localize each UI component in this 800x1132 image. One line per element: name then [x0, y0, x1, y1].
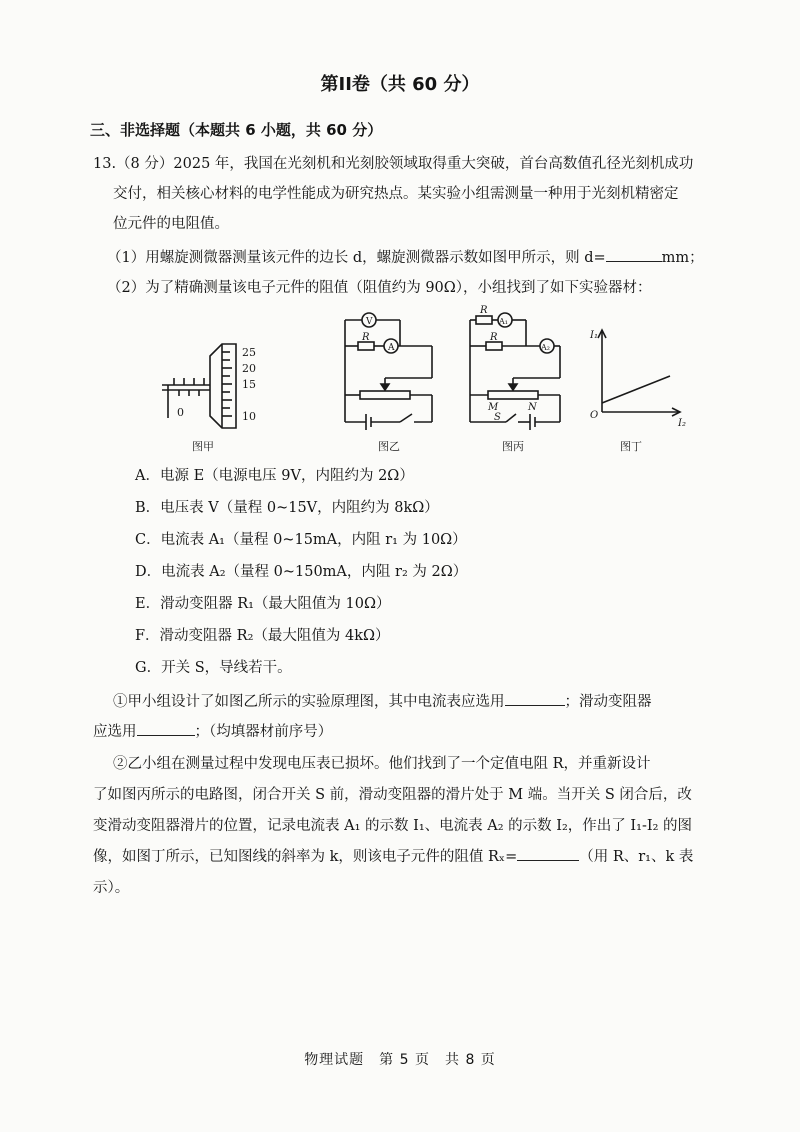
bing-m-label: M: [488, 402, 499, 413]
bing-switch-label: S: [494, 412, 501, 423]
option-f: F．滑动变阻器 R₂（最大阻值为 4kΩ）: [135, 628, 390, 644]
sub2-line-3: 变滑动变阻器滑片的位置，记录电流表 A₁ 的示数 I₁、电流表 A₂ 的示数 I₂，作出了 I₁-I₂ 的图: [93, 818, 692, 834]
micrometer-tick-20: 20: [242, 362, 256, 375]
ding-y-axis-label: I₁: [590, 330, 598, 341]
q13-intro-line-1: 13.（8 分）2025 年，我国在光刻机和光刻胶领域取得重大突破，首台高数值孔径光刻机成功: [93, 156, 694, 172]
sub2-line-2: 了如图丙所示的电路图，闭合开关 S 前，滑动变阻器的滑片处于 M 端。当开关 S 闭合后，改: [93, 787, 692, 803]
bing-ammeter-a1-label: A₁: [499, 317, 508, 326]
yi-resistor-label: R: [362, 332, 370, 343]
yi-voltmeter-label: V: [366, 317, 373, 327]
sub2-line-4: [93, 845, 693, 866]
q13-part1: [107, 246, 704, 267]
sub2-text-pre: 像，如图丁所示，已知图线的斜率为 k，则该电子元件的阻值 Rₓ=: [93, 849, 518, 865]
q13-part2: （2）为了精确测量该电子元件的阻值（阻值约为 90Ω），小组找到了如下实验器材：: [107, 280, 652, 296]
ding-origin-label: O: [590, 410, 599, 421]
circuit-yi-figure: [345, 313, 432, 430]
graph-ding-figure: [598, 330, 680, 416]
micrometer-figure: [162, 344, 236, 428]
section-heading: 三、非选择题（本题共 6 小题，共 60 分）: [90, 121, 383, 139]
bing-n-label: N: [528, 402, 537, 413]
sub1-text-b: ；滑动变阻器: [564, 694, 652, 710]
figure-caption-yi: 图乙: [378, 440, 400, 453]
q13-intro-line-2: 交付，相关核心材料的电学性能成为研究热点。某实验小组需测量一种用于光刻机精密定: [113, 186, 679, 202]
figures-row: [150, 300, 710, 460]
bing-resistor-label: R: [490, 332, 498, 343]
figure-caption-ding: 图丁: [620, 440, 642, 453]
ding-x-axis-label: I₂: [678, 418, 686, 429]
sub2-line-1: ②乙小组在测量过程中发现电压表已损坏。他们找到了一个定值电阻 R，并重新设计: [113, 756, 651, 772]
figure-caption-bing: 图丙: [502, 440, 524, 453]
yi-ammeter-label: A: [388, 343, 395, 353]
option-a: A．电源 E（电源电压 9V，内阻约为 2Ω）: [135, 468, 414, 484]
page-title: 第II卷（共 60 分）: [320, 74, 480, 95]
option-e: E．滑动变阻器 R₁（最大阻值为 10Ω）: [135, 596, 391, 612]
part1-text: （1）用螺旋测微器测量该元件的边长 d，螺旋测微器示数如图甲所示，则 d=: [107, 250, 606, 266]
circuit-bing-figure: [470, 313, 560, 430]
answer-blank-rx[interactable]: [517, 846, 579, 861]
micrometer-zero: 0: [177, 406, 184, 419]
page-footer: 物理试题 第 5 页 共 8 页: [304, 1052, 496, 1068]
micrometer-tick-25: 25: [242, 346, 256, 359]
sub1-line-1: [113, 690, 652, 711]
option-g: G．开关 S，导线若干。: [135, 660, 292, 676]
sub2-line-5: 示）。: [93, 880, 130, 896]
answer-blank-ammeter[interactable]: [505, 691, 565, 706]
answer-blank-rheostat[interactable]: [137, 721, 195, 736]
sub1-text-d: ；（均填器材前序号）: [194, 724, 333, 740]
micrometer-tick-15: 15: [242, 378, 256, 391]
micrometer-tick-10: 10: [242, 410, 256, 423]
option-b: B．电压表 V（量程 0~15V，内阻约为 8kΩ）: [135, 500, 439, 516]
option-d: D．电流表 A₂（量程 0~150mA，内阻 r₂ 为 2Ω）: [135, 564, 468, 580]
sub1-text-c: 应选用: [93, 724, 137, 740]
bing-fixed-resistor-label: R: [480, 305, 488, 316]
option-c: C．电流表 A₁（量程 0~15mA，内阻 r₁ 为 10Ω）: [135, 532, 467, 548]
figure-caption-jia: 图甲: [192, 440, 214, 453]
bing-ammeter-a2-label: A₂: [541, 343, 550, 352]
part1-unit: mm；: [661, 250, 704, 266]
sub1-text-a: ①甲小组设计了如图乙所示的实验原理图，其中电流表应选用: [113, 694, 505, 710]
sub2-text-post: （用 R、r₁、k 表: [579, 849, 694, 865]
sub1-line-2: [93, 720, 332, 741]
q13-intro-line-3: 位元件的电阻值。: [113, 216, 229, 232]
answer-blank-d[interactable]: [606, 247, 662, 262]
